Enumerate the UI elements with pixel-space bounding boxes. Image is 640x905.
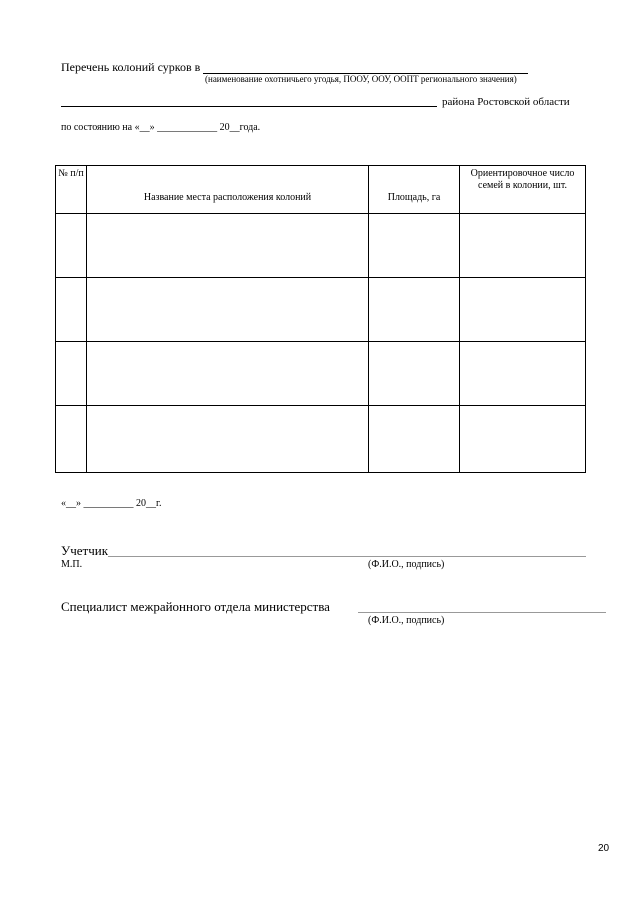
table-row [56, 406, 586, 473]
specialist-signature-line[interactable] [358, 600, 606, 613]
cell-area[interactable] [369, 342, 460, 406]
colony-location-blank[interactable] [203, 61, 528, 74]
cell-families[interactable] [460, 342, 586, 406]
subtitle-hint: (наименование охотничьего угодья, ПООУ, ООУ, ООПТ регионального значения) [205, 74, 517, 84]
cell-area[interactable] [369, 406, 460, 473]
table-row [56, 214, 586, 278]
cell-area[interactable] [369, 278, 460, 342]
date-line: по состоянию на «__» ____________ 20__года. [61, 122, 261, 133]
cell-location[interactable] [87, 342, 369, 406]
table-row [56, 278, 586, 342]
column-header-location: Название места расположения колоний [87, 166, 369, 214]
accountant-signature-line[interactable] [108, 544, 586, 557]
table-header-row [56, 166, 586, 214]
page-number: 20 [598, 843, 610, 854]
column-header-area: Площадь, га [369, 166, 460, 214]
cell-number[interactable] [56, 214, 87, 278]
cell-families[interactable] [460, 214, 586, 278]
cell-location[interactable] [87, 406, 369, 473]
cell-number[interactable] [56, 342, 87, 406]
stamp-label: М.П. [61, 559, 83, 570]
district-blank[interactable] [61, 94, 437, 107]
cell-number[interactable] [56, 406, 87, 473]
column-header-families: Ориентировочное число семей в колонии, шт. [460, 166, 586, 214]
cell-families[interactable] [460, 406, 586, 473]
region-suffix: района Ростовской области [442, 96, 570, 108]
cell-location[interactable] [87, 278, 369, 342]
cell-number[interactable] [56, 278, 87, 342]
colonies-table [55, 165, 586, 473]
title-prefix: Перечень колоний сурков в [61, 60, 201, 74]
cell-location[interactable] [87, 214, 369, 278]
specialist-label: Специалист межрайонного отдела министерства [61, 599, 330, 614]
column-header-number: № п/п [56, 166, 87, 214]
cell-families[interactable] [460, 278, 586, 342]
cell-area[interactable] [369, 214, 460, 278]
signature-date: «__» __________ 20__г. [61, 498, 162, 509]
accountant-label: Учетчик [61, 543, 109, 558]
table-row [56, 342, 586, 406]
specialist-fio-hint: (Ф.И.О., подпись) [368, 615, 445, 626]
fio-hint: (Ф.И.О., подпись) [368, 559, 445, 570]
